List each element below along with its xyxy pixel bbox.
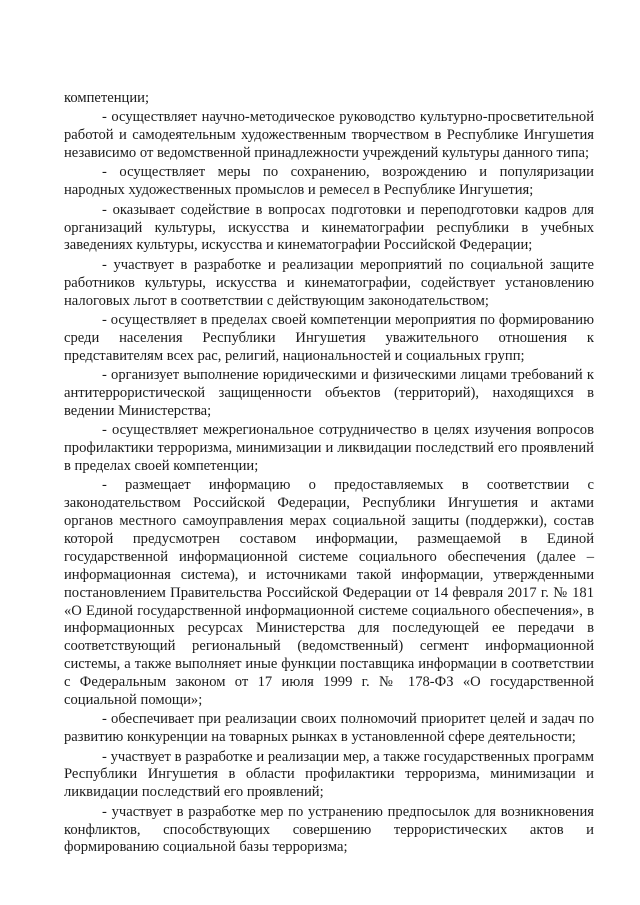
document-body xyxy=(64,90,594,859)
paragraph-tolerance: - осуществляет в пределах своей компетенции мероприятия по формированию среди населения Республики Ингушетия уважительного отношения к представителям всех рас, религий, национальностей и социальных групп; xyxy=(64,311,594,364)
paragraph-cultural-guidance: - осуществляет научно-методическое руководство культурно-просветительной работой и самодеятельным художественным творчеством в Республике Ингушетия независимо от ведомственной принадлежности учреждений культуры данного типа; xyxy=(64,109,594,162)
paragraph-terror-prevention-programs: - участвует в разработке и реализации мер, а также государственных программ Республики Ингушетия в области профилактики терроризма, минимизации и ликвидации последствий его проявлений; xyxy=(64,748,594,801)
paragraph-continuation: компетенции; xyxy=(64,90,150,106)
paragraph-staff-training: - оказывает содействие в вопросах подготовки и переподготовки кадров для организаций культуры, искусства и кинематографии республики в учебных заведениях культуры, искусства и кинематографии Российской Федерации; xyxy=(64,201,594,254)
paragraph-information-placement: - размещает информацию о предоставляемых в соответствии с законодательством Российской Федерации, Республики Ингушетия и актами органов местного самоуправления мерах социальной защиты (поддержки), состав которой предусмотрен составом информации, размещаемой в Единой государственной информационной системе социального обеспечения (далее – информационная система), и источниками такой информации, утвержденными постановлением Правительства Российской Федерации от 14 февраля 2017 г. № 181 «О Единой государственной информационной системе социального обеспечения», в информационных ресурсах Министерства для последующей ее передачи в соответствующий региональный (ведомственный) сегмент информационной системы, а также выполняет иные функции поставщика информации в соответствии с Федеральным законом от 17 июля 1999 г. № 178-ФЗ «О государственной социальной помощи»; xyxy=(64,477,594,709)
paragraph-antiterror-security: - организует выполнение юридическими и физическими лицами требований к антитеррористической защищенности объектов (территорий), находящихся в ведении Министерства; xyxy=(64,366,594,419)
paragraph-social-protection: - участвует в разработке и реализации мероприятий по социальной защите работников культуры, искусства и кинематографии, содействует установлению налоговых льгот в соответствии с действующим законодательством; xyxy=(64,256,594,309)
paragraph-interregional-cooperation: - осуществляет межрегиональное сотрудничество в целях изучения вопросов профилактики терроризма, минимизации и ликвидации последствий его проявлений в пределах своей компетенции; xyxy=(64,422,594,474)
paragraph-conflict-prevention: - участвует в разработке мер по устранению предпосылок для возникновения конфликтов, способствующих совершению террористических актов и формированию социальной базы терроризма; xyxy=(64,803,594,856)
paragraph-competition-priority: - обеспечивает при реализации своих полномочий приоритет целей и задач по развитию конкуренции на товарных рынках в установленной сфере деятельности; xyxy=(64,711,594,746)
paragraph-folk-crafts: - осуществляет меры по сохранению, возрождению и популяризации народных художественных промыслов и ремесел в Республике Ингушетия; xyxy=(64,164,594,199)
